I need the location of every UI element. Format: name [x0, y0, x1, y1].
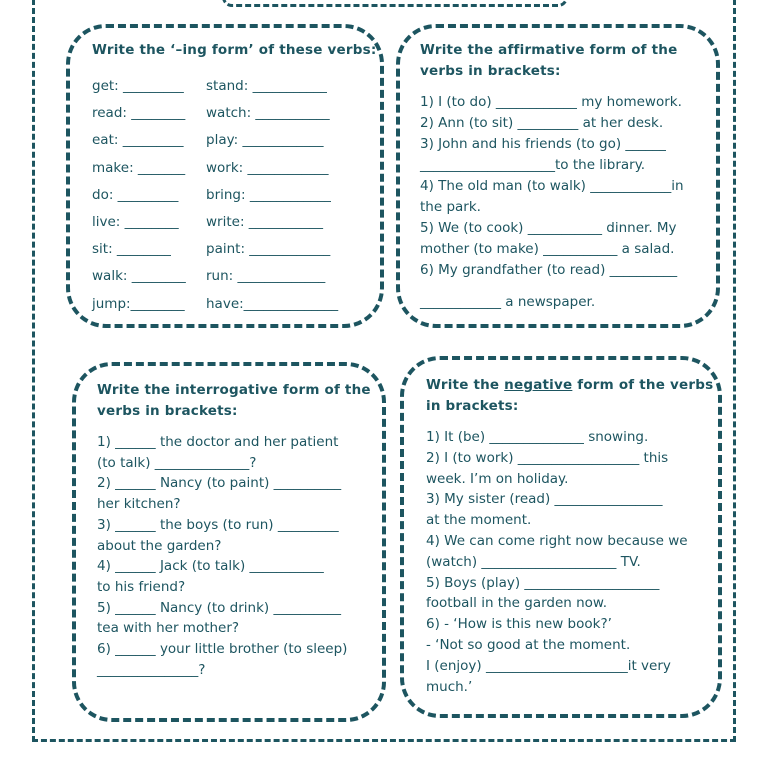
interrogative-line-4: her kitchen?	[97, 496, 181, 513]
negative-title-keyword: negative	[504, 377, 573, 393]
affirmative-line-2: 2) Ann (to sit) _________ at her desk.	[420, 115, 664, 131]
negative-line-8: 5) Boys (play) ____________________	[426, 574, 660, 591]
ing-verb-right-5: bring: ____________	[206, 186, 331, 203]
ing-verb-right-7: paint: ____________	[206, 241, 331, 258]
ing-verb-right-8: run: _____________	[206, 268, 326, 285]
affirmative-line-5: 4) The old man (to walk) ____________in	[420, 178, 684, 194]
affirmative-line-4: ____________________to the library.	[420, 157, 646, 173]
exercise-interrogative-title-1: Write the interrogative form of the	[97, 382, 371, 398]
negative-line-7: (watch) ____________________ TV.	[426, 553, 641, 570]
affirmative-line-6: the park.	[420, 199, 481, 215]
affirmative-line-1: 1) I (to do) ____________ my homework.	[420, 94, 682, 110]
ing-verb-left-3: eat: _________	[92, 132, 184, 149]
negative-line-13: much.’	[426, 678, 473, 695]
exercise-negative-title-2: in brackets:	[426, 398, 519, 414]
top-decoration	[222, 0, 568, 7]
ing-verb-left-9: jump:________	[92, 295, 185, 312]
negative-title-post: form of the verbs	[572, 377, 714, 393]
affirmative-line-10: ____________ a newspaper.	[420, 294, 596, 310]
negative-line-6: 4) We can come right now because we	[426, 533, 688, 549]
affirmative-line-9: 6) My grandfather (to read) __________	[420, 262, 678, 278]
ing-verb-left-7: sit: ________	[92, 241, 171, 258]
exercise-affirmative-title-1: Write the affirmative form of the	[420, 42, 678, 58]
interrogative-line-6: about the garden?	[97, 537, 222, 554]
negative-line-1: 1) It (be) ______________ snowing.	[426, 429, 649, 445]
negative-line-9: football in the garden now.	[426, 595, 608, 612]
ing-verb-left-8: walk: ________	[92, 268, 186, 285]
interrogative-line-2: (to talk) ______________?	[97, 454, 257, 471]
affirmative-line-7: 5) We (to cook) ___________ dinner. My	[420, 220, 677, 236]
ing-verb-left-4: make: _______	[92, 159, 186, 176]
ing-verb-right-2: watch: ___________	[206, 105, 330, 122]
negative-line-3: week. I’m on holiday.	[426, 470, 569, 487]
ing-verb-right-1: stand: ___________	[206, 78, 327, 94]
exercise-negative-title-1	[426, 375, 713, 396]
ing-verb-left-5: do: _________	[92, 186, 179, 203]
interrogative-line-1: 1) ______ the doctor and her patient	[97, 434, 339, 450]
interrogative-line-8: to his friend?	[97, 578, 186, 595]
ing-verb-left-6: live: ________	[92, 214, 179, 230]
affirmative-line-3: 3) John and his friends (to go) ______	[420, 136, 666, 152]
negative-line-11: - ‘Not so good at the moment.	[426, 637, 631, 653]
ing-verb-left-1: get: _________	[92, 78, 184, 94]
interrogative-line-3: 2) ______ Nancy (to paint) __________	[97, 475, 342, 492]
negative-line-5: at the moment.	[426, 512, 532, 529]
negative-line-4: 3) My sister (read) ________________	[426, 491, 663, 508]
ing-verb-right-9: have:______________	[206, 295, 339, 312]
interrogative-line-9: 5) ______ Nancy (to drink) __________	[97, 599, 341, 616]
ing-verb-right-6: write: ___________	[206, 214, 324, 230]
negative-line-12: I (enjoy) _____________________it very	[426, 657, 671, 674]
ing-verb-right-4: work: ____________	[206, 159, 329, 176]
ing-verb-left-2: read: ________	[92, 105, 186, 122]
negative-line-2: 2) I (to work) __________________ this	[426, 449, 669, 466]
ing-verb-right-3: play: ____________	[206, 132, 324, 149]
interrogative-line-12: _______________?	[97, 661, 206, 678]
negative-line-10: 6) - ‘How is this new book?’	[426, 616, 612, 633]
affirmative-line-8: mother (to make) ___________ a salad.	[420, 241, 675, 257]
interrogative-line-11: 6) ______ your little brother (to sleep)	[97, 641, 348, 657]
exercise-interrogative-title-2: verbs in brackets:	[97, 403, 238, 419]
interrogative-line-10: tea with her mother?	[97, 620, 240, 637]
interrogative-line-7: 4) ______ Jack (to talk) ___________	[97, 558, 324, 575]
exercise-affirmative-title-2: verbs in brackets:	[420, 63, 561, 79]
interrogative-line-5: 3) ______ the boys (to run) _________	[97, 516, 339, 533]
exercise-ing-form-title: Write the ‘–ing form’ of these verbs:	[92, 42, 377, 58]
negative-title-pre: Write the	[426, 377, 505, 393]
